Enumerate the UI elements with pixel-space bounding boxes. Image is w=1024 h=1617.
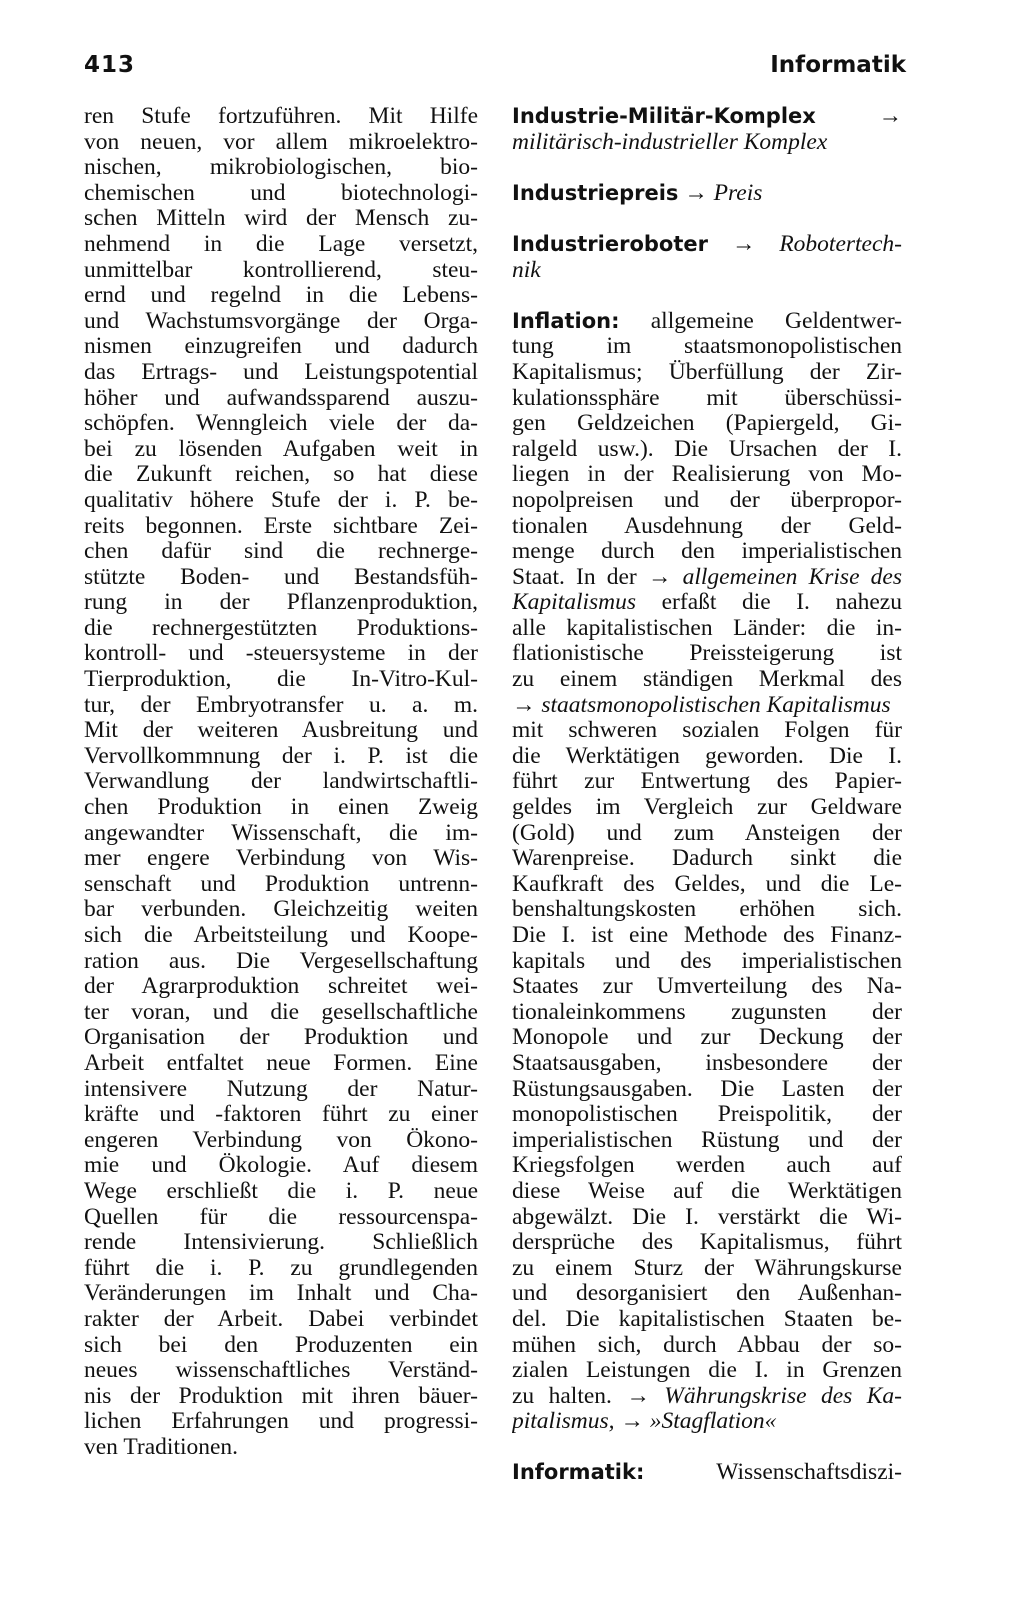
text-line: ration aus. Die Vergesellschaftung (84, 948, 478, 974)
cross-reference: militärisch-industrieller Komplex (512, 129, 828, 155)
text-line: mit schweren sozialen Folgen für (512, 718, 902, 744)
text-line: monopolistischen Preispolitik, der (512, 1102, 902, 1128)
text-line: neues wissenschaftliches Verständ- (84, 1358, 478, 1384)
text-line: (Gold) und zum Ansteigen der (512, 820, 902, 846)
text-line: tur, der Embryotransfer u. a. m. (84, 692, 478, 718)
cross-reference: Robotertech- (779, 231, 902, 257)
text-line: Veränderungen im Inhalt und Cha- (84, 1281, 478, 1307)
text-line: bar verbunden. Gleichzeitig weiten (84, 897, 478, 923)
text-line: und desorganisiert den Außenhan- (512, 1281, 902, 1307)
cross-reference: »Stagflation« (649, 1409, 777, 1435)
text-line: qualitativ höhere Stufe der i. P. be- (84, 487, 478, 513)
text-line: tionalen Ausdehnung der Geld- (512, 513, 902, 539)
entry-industrieroboter (512, 232, 902, 258)
body-text: allgemeine Geldentwer- (650, 308, 902, 334)
text-line: mer engere Verbindung von Wis- (84, 846, 478, 872)
cross-reference-line (512, 258, 902, 284)
text-line: und Wachstumsvorgänge der Orga- (84, 308, 478, 334)
text-line: dersprüche des Kapitalismus, führt (512, 1230, 902, 1256)
text-line: Monopole und zur Deckung der (512, 1025, 902, 1051)
text-line: Mit der weiteren Ausbreitung und (84, 718, 478, 744)
text-line: die Zukunft reichen, so hat diese (84, 462, 478, 488)
arrow-icon: → (684, 180, 708, 206)
text-line (512, 565, 902, 591)
text-line: die Werktätigen geworden. Die I. (512, 743, 902, 769)
headword: Industriepreis (512, 180, 679, 205)
text-line: ralgeld usw.). Die Ursachen der I. (512, 436, 902, 462)
text-line: ren Stufe fortzuführen. Mit Hilfe (84, 104, 478, 129)
text-line: kräfte und -faktoren führt zu einer (84, 1102, 478, 1128)
text-line (512, 1409, 902, 1435)
cross-reference: pitalismus, (512, 1409, 615, 1435)
text-line: nismen einzugreifen und dadurch (84, 334, 478, 360)
headword: Industrieroboter (512, 231, 708, 256)
text-line: nopolpreisen und der überpropor- (512, 487, 902, 513)
arrow-icon: → (626, 1383, 650, 1409)
text-line: ter voran, und die gesellschaftliche (84, 999, 478, 1025)
entry-inflation (512, 309, 902, 335)
entry-industrie-militaer-komplex (512, 104, 902, 130)
text-line: von neuen, vor allem mikroelektro- (84, 129, 478, 155)
inflation-text-block-a (512, 334, 902, 564)
inflation-text-block-c (512, 718, 902, 1383)
text-line: Vervollkommnung der i. P. ist die (84, 743, 478, 769)
text-line: engeren Verbindung von Ökono- (84, 1127, 478, 1153)
text-line: nischen, mikrobiologischen, bio- (84, 155, 478, 181)
body-text: erfaßt die I. nahezu (661, 590, 902, 616)
text-line: rende Intensivierung. Schließlich (84, 1230, 478, 1256)
text-line: Organisation der Produktion und (84, 1025, 478, 1051)
text-line: kapitals und des imperialistischen (512, 948, 902, 974)
body-text: zu halten. (512, 1383, 612, 1409)
headword: Industrie-Militär-Komplex (512, 104, 816, 128)
text-line: ernd und regelnd in die Lebens- (84, 283, 478, 309)
body-text: Staat. In der (512, 564, 637, 590)
text-line: tung im staatsmonopolistischen (512, 334, 902, 360)
text-line: mie und Ökologie. Auf diesem (84, 1153, 478, 1179)
text-line: zu einem Sturz der Währungskurse (512, 1255, 902, 1281)
text-line: zu einem ständigen Merkmal des (512, 667, 902, 693)
text-line: alle kapitalistischen Länder: die in- (512, 615, 902, 641)
body-text: Wissenschaftsdiszi- (716, 1460, 902, 1486)
text-line: flationistische Preissteigerung ist (512, 641, 902, 667)
text-line: rung in der Pflanzenproduktion, (84, 590, 478, 616)
text-line: kontroll- und -steuersysteme in der (84, 641, 478, 667)
text-line: der Agrarproduktion schreitet wei- (84, 974, 478, 1000)
text-line: rakter der Arbeit. Dabei verbindet (84, 1306, 478, 1332)
text-line: Kriegsfolgen werden auch auf (512, 1153, 902, 1179)
text-line: chen Produktion in einen Zweig (84, 795, 478, 821)
inflation-text-block-b (512, 616, 902, 693)
left-column (84, 104, 478, 1460)
text-line: nehmend in die Lage versetzt, (84, 231, 478, 257)
cross-reference: Kapitalismus (512, 590, 637, 616)
cross-reference: allgemeinen Krise des (682, 564, 902, 590)
text-line: reits begonnen. Erste sichtbare Zei- (84, 513, 478, 539)
text-line: kulationssphäre mit überschüssi- (512, 385, 902, 411)
cross-reference-line (512, 130, 902, 156)
entry-informatik (512, 1460, 902, 1486)
entry-industriepreis (512, 181, 902, 207)
text-line: Die I. ist eine Methode des Finanz- (512, 923, 902, 948)
text-line: senschaft und Produktion untrenn- (84, 871, 478, 897)
headword: Inflation: (512, 308, 620, 333)
text-line: Tierproduktion, die In-Vitro-Kul- (84, 667, 478, 693)
text-line: Wege erschließt die i. P. neue (84, 1178, 478, 1204)
text-line: sich bei den Produzenten ein (84, 1332, 478, 1358)
text-line: zialen Leistungen die I. in Grenzen (512, 1358, 902, 1384)
text-line: ven Traditionen. (84, 1434, 239, 1460)
text-line (512, 1384, 902, 1410)
text-line: Arbeit entfaltet neue Formen. Eine (84, 1050, 478, 1076)
text-line: sich die Arbeitsteilung und Koope- (84, 923, 478, 948)
page-number: 413 (84, 52, 136, 78)
text-line: menge durch den imperialistischen (512, 539, 902, 565)
text-line: Kaufkraft des Geldes, und die Le- (512, 871, 902, 897)
text-line: angewandter Wissenschaft, die im- (84, 820, 478, 846)
text-line: stützte Boden- und Bestandsfüh- (84, 564, 478, 590)
cross-reference: staatsmonopolistischen Kapitalismus (541, 692, 891, 718)
cross-reference: Währungskrise des Ka- (664, 1383, 902, 1409)
cross-reference: Preis (713, 180, 763, 206)
text-line: diese Weise auf die Werktätigen (512, 1178, 902, 1204)
text-line: führt die i. P. zu grundlegenden (84, 1255, 478, 1281)
right-column (512, 104, 902, 1486)
text-line: Staatsausgaben, insbesondere der (512, 1050, 902, 1076)
text-line: Verwandlung der landwirtschaftli- (84, 769, 478, 795)
text-line: del. Die kapitalistischen Staaten be- (512, 1306, 902, 1332)
headword: Informatik: (512, 1460, 645, 1485)
text-line: Staates zur Umverteilung des Na- (512, 974, 902, 1000)
text-line: tionaleinkommens zugunsten der (512, 999, 902, 1025)
text-line (512, 590, 902, 616)
text-line: Kapitalismus; Überfüllung der Zir- (512, 359, 902, 385)
arrow-icon: → (731, 231, 756, 257)
text-line: Rüstungsausgaben. Die Lasten der (512, 1076, 902, 1102)
text-line: schen Mitteln wird der Mensch zu- (84, 206, 478, 232)
text-line: gen Geldzeichen (Papiergeld, Gi- (512, 411, 902, 437)
arrow-icon: → (620, 1409, 644, 1435)
text-line: schöpfen. Wenngleich viele der da- (84, 411, 478, 437)
cross-reference: nik (512, 257, 541, 283)
text-line: abgewälzt. Die I. verstärkt die Wi- (512, 1204, 902, 1230)
text-line: die rechnergestützten Produktions- (84, 615, 478, 641)
text-line: Quellen für die ressourcenspa- (84, 1204, 478, 1230)
text-line: mühen sich, durch Abbau der so- (512, 1332, 902, 1358)
text-line: imperialistischen Rüstung und der (512, 1127, 902, 1153)
text-line: das Ertrags- und Leistungspotential (84, 359, 478, 385)
arrow-icon: → (878, 104, 902, 129)
text-line (512, 693, 902, 719)
text-line: lichen Erfahrungen und progressi- (84, 1409, 478, 1435)
text-line: chen dafür sind die rechnerge- (84, 539, 478, 565)
text-line: chemischen und biotechnologi- (84, 180, 478, 206)
text-line: benshaltungskosten erhöhen sich. (512, 897, 902, 923)
text-line: führt zur Entwertung des Papier- (512, 769, 902, 795)
arrow-icon: → (647, 564, 672, 590)
text-line: nis der Produktion mit ihren bäuer- (84, 1383, 478, 1409)
arrow-icon: → (512, 692, 536, 718)
text-line: unmittelbar kontrollierend, steu- (84, 257, 478, 283)
text-line: höher und aufwandssparend auszu- (84, 385, 478, 411)
running-head: Informatik (770, 52, 906, 78)
text-line: bei zu lösenden Aufgaben weit in (84, 436, 478, 462)
text-line: intensivere Nutzung der Natur- (84, 1076, 478, 1102)
text-line: Warenpreise. Dadurch sinkt die (512, 846, 902, 872)
text-line: geldes im Vergleich zur Geldware (512, 795, 902, 821)
text-line: liegen in der Realisierung von Mo- (512, 462, 902, 488)
